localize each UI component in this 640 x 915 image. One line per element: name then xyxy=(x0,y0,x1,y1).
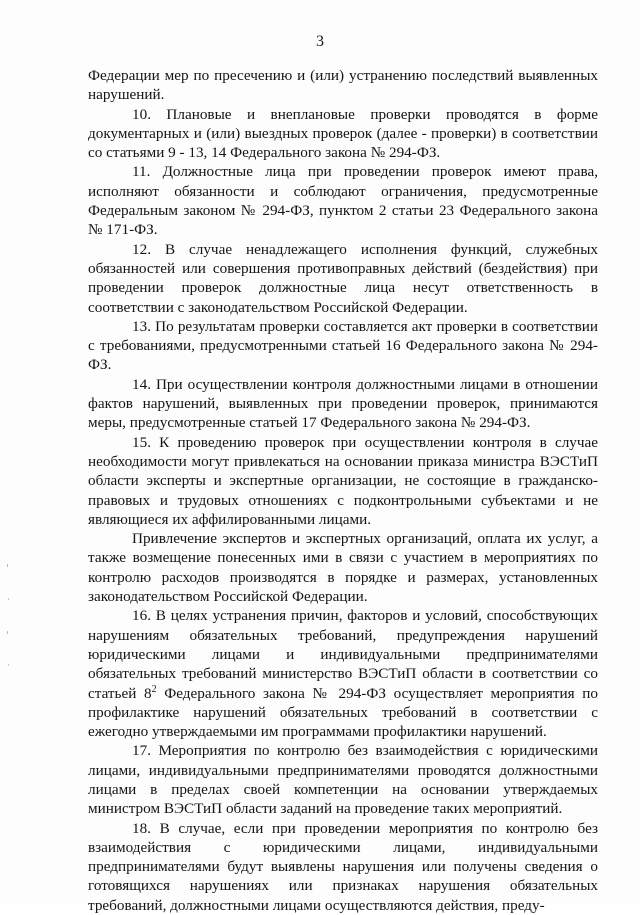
paragraph-16-text-a: 16. В целях устранения причин, факторов и условий, способствующих нарушениям обязательных требований, предупреждения нарушений юридическими лицами и индивидуальными предпринимателями обязательных требований министерство ВЭСТиП области в соответствии со статьей 8 xyxy=(88,607,598,702)
page-number: 3 xyxy=(316,33,324,50)
paragraph-10: 10. Плановые и внеплановые проверки проводятся в форме документарных и (или) выездных проверок (далее - проверки) в соответствии со статьями 9 - 13, 14 Федерального закона № 294-ФЗ. xyxy=(88,105,598,162)
paragraph-continuation: Федерации мер по пресечению и (или) устранению последствий выявленных нарушений. xyxy=(88,67,598,104)
paragraph-17: 17. Мероприятия по контролю без взаимодействия с юридическими лицами, индивидуальными предпринимателями проводятся должностными лицами в пределах своей компетенции на основании утверждаемых министром ВЭСТиП области заданий на проведение таких мероприятий. xyxy=(88,742,598,818)
paragraph-16 xyxy=(88,606,598,741)
article-superscript: 2 xyxy=(151,683,157,695)
scan-margin-specks xyxy=(6,560,12,680)
document-body xyxy=(88,66,598,915)
paragraph-15-continued: Привлечение экспертов и экспертных организаций, оплата их услуг, а также возмещение понесенных ими в связи с участием в мероприятиях по контролю расходов производятся в порядке и размерах, установленных законодательством Российской Федерации. xyxy=(88,530,598,606)
paragraph-11: 11. Должностные лица при проведении проверок имеют права, исполняют обязанности и соблюдают ограничения, предусмотренные Федеральным законом № 294-ФЗ, пунктом 2 статьи 23 Федерального закона № 171-ФЗ. xyxy=(88,163,598,239)
paragraph-18: 18. В случае, если при проведении мероприятия по контролю без взаимодействия с юридическими лицами, индивидуальными предпринимателями будут выявлены нарушения или получены сведения о готовящихся нарушениях или признаках нарушения обязательных требований, должностными лицами осуществляются действия, преду- xyxy=(88,819,598,914)
paragraph-12: 12. В случае ненадлежащего исполнения функций, служебных обязанностей или совершения противоправных действий (бездействия) при проведении проверок должностные лица несут ответственность в соответствии с законодательством Российской Федерации. xyxy=(88,240,598,316)
paragraph-15: 15. К проведению проверок при осуществлении контроля в случае необходимости могут привлекаться на основании приказа министра ВЭСТиП области эксперты и экспертные организации, не состоящие в гражданско-правовых и трудовых отношениях с подконтрольными субъектами и не являющиеся их аффилированными лицами. xyxy=(88,433,598,528)
paragraph-13: 13. По результатам проверки составляется акт проверки в соответствии с требованиями, предусмотренными статьей 16 Федерального закона № 294-ФЗ. xyxy=(88,317,598,374)
paragraph-16-text-b: Федерального закона № 294-ФЗ осуществляет мероприятия по профилактике нарушений обязательных требований в соответствии с ежегодно утверждаемыми им программами профилактики нарушений. xyxy=(88,684,598,741)
paragraph-14: 14. При осуществлении контроля должностными лицами в отношении фактов нарушений, выявленных при проведении проверок, принимаются меры, предусмотренные статьей 17 Федерального закона № 294-ФЗ. xyxy=(88,375,598,432)
